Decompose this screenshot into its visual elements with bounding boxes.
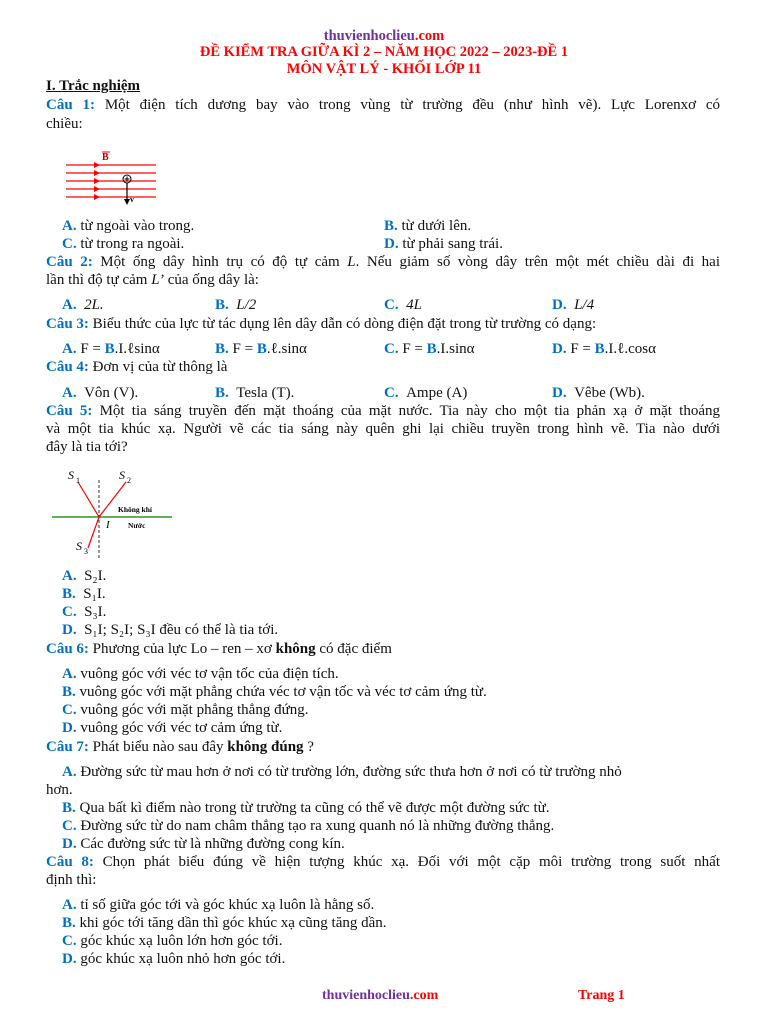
svg-text:2: 2 [127, 476, 131, 485]
q2-label: Câu 2: [46, 254, 93, 270]
q5-label: Câu 5: [46, 403, 93, 419]
svg-text:S: S [119, 468, 125, 482]
q1-figure [64, 146, 160, 208]
q8-text: Câu 8: Chọn phát biểu đúng về hiện tượng khúc xạ. Đối với một cặp môi trường trong suốt nhất [46, 854, 720, 870]
q6-option-d[interactable]: D. vuông góc với véc tơ cảm ứng từ. [62, 720, 283, 736]
q1-option-c[interactable]: C. từ trong ra ngoài. [62, 236, 185, 252]
q5-text: Câu 5: Một tia sáng truyền đến mặt thoáng của mặt nước. Tia này cho một tia phản xạ ở mặt thoáng [46, 403, 721, 419]
q6-text: Câu 6: Phương của lực Lo – ren – xơ không có đặc điểm [46, 641, 392, 657]
subject-title: MÔN VẬT LÝ - KHỐI LỚP 11 [286, 61, 482, 77]
q1-label: Câu 1: [46, 97, 95, 113]
q7-option-a-cont: hơn. [46, 782, 73, 798]
exam-title: ĐỀ KIỂM TRA GIỮA KÌ 2 – NĂM HỌC 2022 – 2023-ĐỀ 1 [199, 44, 569, 60]
q4-text: Câu 4: Đơn vị của từ thông là [46, 359, 228, 375]
q1-option-d[interactable]: D. từ phải sang trái. [384, 236, 503, 252]
q4-option-d[interactable]: D. Vêbe (Wb). [552, 385, 645, 401]
header-site-domain: .com [414, 28, 445, 44]
air-label: Không khí [118, 505, 152, 514]
q1-text-2: chiều: [46, 116, 83, 132]
q8-label: Câu 8: [46, 854, 94, 870]
b-field-label: B [102, 152, 109, 163]
q5-text-3: đây là tia tới? [46, 439, 128, 455]
q2-text: Câu 2: Một ống dây hình trụ có độ tự cảm L. Nếu giảm số vòng dây trên một mét chiều dài đi hai [46, 254, 720, 270]
q7-text: Câu 7: Phát biểu nào sau đây không đúng ? [46, 739, 314, 755]
svg-text:3: 3 [84, 547, 88, 556]
q2-option-d[interactable]: D. L/4 [552, 297, 595, 313]
q5-option-d[interactable]: D. S₁I; S₂I; S₃I đều có thể là tia tới. [62, 622, 279, 638]
svg-text:S: S [68, 468, 74, 482]
q4-label: Câu 4: [46, 359, 89, 375]
q5-option-c[interactable]: C. S₃I. [62, 604, 107, 620]
water-label: Nước [128, 521, 146, 530]
q8-text-2: định thì: [46, 872, 97, 888]
q1-text [46, 96, 720, 114]
q1-option-a[interactable]: A. từ ngoài vào trong. [62, 218, 195, 234]
q7-option-c[interactable]: C. Đường sức từ do nam châm thẳng tạo ra xung quanh nó là những đường thẳng. [62, 818, 555, 834]
q3-option-b[interactable]: B. F = B.ℓ.sinα [215, 341, 307, 357]
q3-label: Câu 3: [46, 316, 89, 332]
q3-text: Câu 3: Biểu thức của lực từ tác dụng lên dây dẫn có dòng điện đặt trong từ trường có dạng: [46, 316, 597, 332]
q6-option-a[interactable]: A. vuông góc với véc tơ vận tốc của điện tích. [62, 666, 339, 682]
q3-option-d[interactable]: D. F = B.I.ℓ.cosα [552, 341, 656, 357]
point-i-label: I [106, 519, 110, 531]
q3-option-c[interactable]: C. F = B.I.sinα [384, 341, 475, 357]
q4-option-b[interactable]: B. Tesla (T). [215, 385, 295, 401]
ray-s1 [78, 482, 99, 517]
q4-option-a[interactable]: A. Vôn (V). [62, 385, 139, 401]
q6-label: Câu 6: [46, 641, 89, 657]
q5-text-2: và một tia khúc xạ. Người vẽ các tia sáng này quên ghi lại chiều truyền trong hình vẽ. Tia nào dưới [46, 421, 720, 437]
q8-option-c[interactable]: C. góc khúc xạ luôn lớn hơn góc tới. [62, 933, 283, 949]
page-number: Trang 1 [578, 988, 625, 1003]
q7-option-d[interactable]: D. Các đường sức từ là những đường cong kín. [62, 836, 345, 852]
q7-option-a[interactable]: A. Đường sức từ mau hơn ở nơi có từ trường lớn, đường sức thưa hơn ở nơi có từ trường nhỏ [62, 764, 622, 780]
q2-option-a[interactable]: A. 2L. [62, 297, 104, 313]
svg-text:1: 1 [76, 476, 80, 485]
q3-option-a[interactable]: A. F = B.I.ℓsinα [62, 341, 160, 357]
q4-option-c[interactable]: C. Ampe (A) [384, 385, 468, 401]
q2-option-c[interactable]: C. 4L [384, 297, 422, 313]
q1-option-b[interactable]: B. từ dưới lên. [384, 218, 472, 234]
svg-text:S: S [76, 539, 82, 553]
footer-site[interactable]: thuvienhoclieu.com [322, 988, 439, 1003]
q6-option-c[interactable]: C. vuông góc với mặt phẳng thẳng đứng. [62, 702, 309, 718]
q2-text-2: lần thì độ tự cảm L’ của ống dây là: [46, 272, 259, 288]
header-site-name: thuvienhoclieu [323, 28, 415, 44]
section-heading: I. Trắc nghiệm [46, 78, 141, 94]
q5-option-b[interactable]: B. S₁I. [62, 586, 106, 602]
q6-option-b[interactable]: B. vuông góc với mặt phẳng chứa véc tơ vận tốc và véc tơ cảm ứng từ. [62, 684, 487, 700]
q5-figure [52, 466, 172, 560]
q8-option-b[interactable]: B. khi góc tới tăng dần thì góc khúc xạ cũng tăng dần. [62, 915, 387, 931]
header-site [0, 28, 768, 45]
q8-option-d[interactable]: D. góc khúc xạ luôn nhỏ hơn góc tới. [62, 951, 286, 967]
q2-option-b[interactable]: B. L/2 [215, 297, 257, 313]
q8-option-a[interactable]: A. tỉ số giữa góc tới và góc khúc xạ luôn là hằng số. [62, 897, 375, 913]
velocity-label: v [130, 195, 134, 204]
q5-option-a[interactable]: A. S₂I. [62, 568, 107, 584]
q7-label: Câu 7: [46, 739, 89, 755]
q7-option-b[interactable]: B. Qua bất kì điểm nào trong từ trường ta cũng có thể vẽ được một đường sức từ. [62, 800, 550, 816]
ray-s3 [88, 517, 99, 548]
q1-text-1: Một điện tích dương bay vào trong vùng từ trường đều (như hình vẽ). Lực Lorenxơ có [95, 97, 721, 113]
